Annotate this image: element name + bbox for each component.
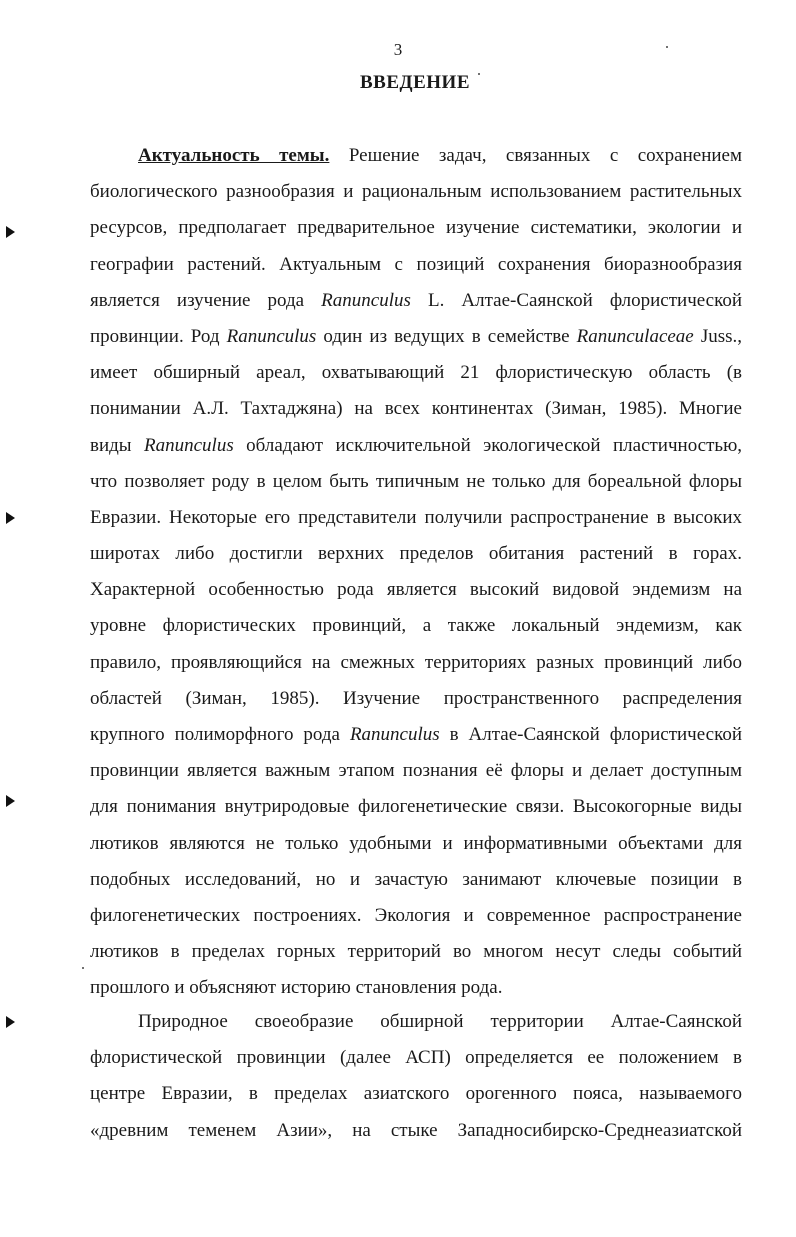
scan-speck [82,967,84,969]
text-line: Актуальность темы. Решение задач, связанных с сохранением [138,145,742,166]
scan-speck [666,46,668,48]
text-line: филогенетических построениях. Экология и современное распространение [90,904,742,926]
text-line: областей (Зиман, 1985). Изучение пространственного распределения [90,687,742,709]
text-line: флористической провинции (далее АСП) определяется ее положением в [90,1047,742,1069]
genus-name: Ranunculus [349,724,440,745]
relevance-lead: Актуальность темы. [138,145,330,166]
margin-mark-icon [6,226,15,238]
text-line: «древним теменем Азии», на стыке Западносибирско-Среднеазиатской [90,1119,742,1141]
section-heading: ВВЕДЕНИЕ [360,72,470,93]
text-line: имеет обширный ареал, охватывающий 21 флористическую область (в [90,362,742,384]
text-line: лютиков являются не только удобными и информативными объектами для [90,832,742,854]
text-line: Евразии. Некоторые его представители получили распространение в высоких [90,506,742,528]
text-line: лютиков в пределах горных территорий во многом несут следы событий [90,941,742,963]
text-line: Характерной особенностью рода является высокий видовой эндемизм на [90,579,742,601]
text-line: географии растений. Актуальным с позиций сохранения биоразнообразия [90,253,742,275]
text-line: понимании А.Л. Тахтаджяна) на всех континентах (Зиман, 1985). Многие [90,398,742,420]
text-line: что позволяет роду в целом быть типичным не только для бореальной флоры [90,470,742,492]
margin-mark-icon [6,795,15,807]
text-line: центре Евразии, в пределах азиатского орогенного пояса, называемого [90,1083,742,1105]
genus-name: Ranunculus [321,289,411,311]
paragraph-region [90,1004,742,1149]
scan-speck [478,73,480,75]
text-line: является изучение рода Ranunculus L. Алтае-Саянской флористической [90,289,742,311]
genus-name: Ranunculus [144,434,234,456]
margin-mark-icon [6,1016,15,1028]
genus-name: Ranunculus [226,325,317,347]
text-line: провинции является важным этапом познания её флоры и делает доступным [90,760,742,782]
margin-mark-icon [6,512,15,524]
paragraph-relevance [90,138,742,1007]
text-line: виды Ranunculus обладают исключительной экологической пластичностью, [90,434,742,456]
text-line: провинции. Род Ranunculus один из ведущих в семействе Ranunculaceae Juss., [90,325,742,347]
text-line: биологического разнообразия и рациональным использованием растительных [90,181,742,203]
text-line: прошлого и объясняют историю становления рода. [90,977,503,999]
text-line: ресурсов, предполагает предварительное изучение систематики, экологии и [90,217,742,239]
text-line: широтах либо достигли верхних пределов обитания растений в горах. [90,543,742,565]
text-line: для понимания внутриродовые филогенетические связи. Высокогорные виды [90,796,742,818]
family-name: Ranunculaceae [576,325,694,347]
page-number: 3 [393,40,403,59]
text-line: подобных исследований, но и зачастую занимают ключевые позиции в [90,868,742,890]
text-line: Природное своеобразие обширной территории Алтае-Саянской [138,1011,742,1032]
text-line: крупного полиморфного рода Ranunculus в Алтае-Саянской флористической [90,724,742,745]
text-line: уровне флористических провинций, а также локальный эндемизм, как [90,615,742,637]
text-line: правило, проявляющийся на смежных территориях разных провинций либо [90,651,742,673]
